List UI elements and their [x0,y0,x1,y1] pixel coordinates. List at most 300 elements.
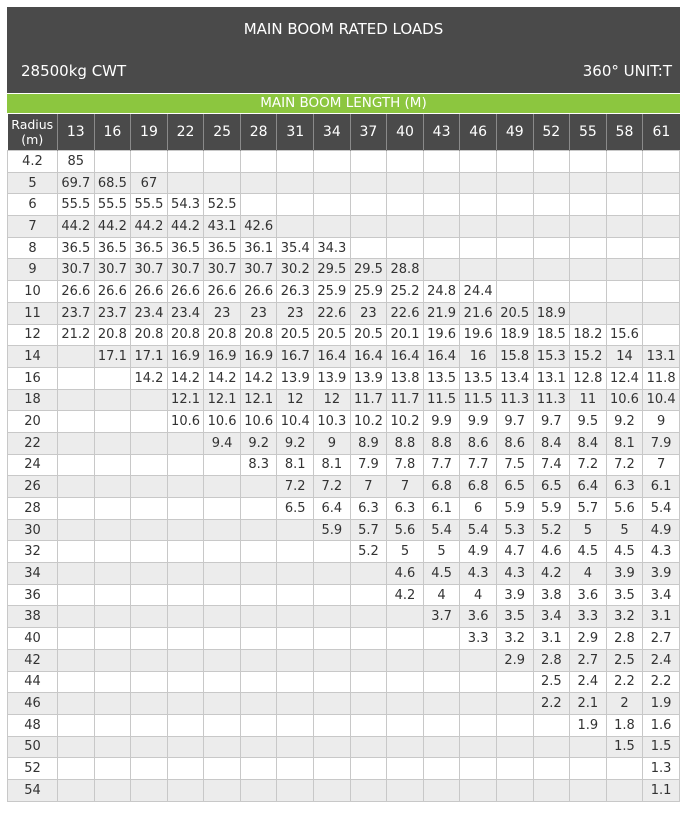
radius-cell: 8 [8,237,58,259]
load-cell: 20.8 [94,324,131,346]
table-row [8,151,680,173]
load-cell: 7.9 [643,432,680,454]
load-cell: 6 [460,498,497,520]
load-cell [643,324,680,346]
load-cell: 8.8 [387,432,424,454]
load-cell [131,584,168,606]
load-cell [204,584,241,606]
load-cell [460,671,497,693]
load-cell: 36.5 [167,237,204,259]
load-cell [387,216,424,238]
load-cell: 5.4 [643,498,680,520]
load-cell [277,649,314,671]
radius-cell: 42 [8,649,58,671]
load-cell: 3.9 [606,563,643,585]
load-cell [167,476,204,498]
radius-cell: 9 [8,259,58,281]
load-cell: 2.5 [606,649,643,671]
load-cell [240,714,277,736]
load-cell [94,367,131,389]
load-cell [131,693,168,715]
load-cell: 6.4 [570,476,607,498]
load-cell: 13.1 [643,346,680,368]
load-cell: 23 [240,302,277,324]
load-cell: 44.2 [58,216,95,238]
load-cell [460,172,497,194]
load-cell [606,151,643,173]
load-cell: 44.2 [94,216,131,238]
load-cell: 16.9 [167,346,204,368]
load-cell: 23.7 [58,302,95,324]
load-cell: 1.3 [643,758,680,780]
radius-cell: 44 [8,671,58,693]
load-cell [58,649,95,671]
load-cell: 22.6 [314,302,351,324]
load-cell: 3.6 [460,606,497,628]
load-cell [240,498,277,520]
load-cell: 7 [643,454,680,476]
load-cell [314,151,351,173]
boom-length-header: 52 [533,114,570,151]
load-cell [314,628,351,650]
load-cell: 5.9 [533,498,570,520]
load-cell [460,758,497,780]
load-cell [167,541,204,563]
load-cell [423,628,460,650]
load-cell [496,281,533,303]
boom-length-header: 13 [58,114,95,151]
load-cell: 23 [350,302,387,324]
load-cell: 20.5 [314,324,351,346]
load-cell [533,736,570,758]
radius-cell: 40 [8,628,58,650]
load-cell [570,302,607,324]
load-cell [204,541,241,563]
load-cell: 16.4 [423,346,460,368]
load-cell [58,671,95,693]
load-cell: 12.1 [167,389,204,411]
radius-cell: 22 [8,432,58,454]
boom-length-header: 19 [131,114,168,151]
load-cell: 17.1 [94,346,131,368]
load-cell [606,194,643,216]
load-cell [643,237,680,259]
load-cell [204,151,241,173]
load-cell: 4.7 [496,541,533,563]
load-cell: 12.8 [570,367,607,389]
radius-cell: 14 [8,346,58,368]
load-cell [643,216,680,238]
load-cell: 16.7 [277,346,314,368]
load-cell: 8.4 [533,432,570,454]
load-cell [131,432,168,454]
unit-label: 360° UNIT:T [582,62,672,80]
load-cell: 30.7 [240,259,277,281]
load-cell: 24.4 [460,281,497,303]
boom-length-header: 43 [423,114,460,151]
load-cell: 52.5 [204,194,241,216]
load-cell: 11.3 [533,389,570,411]
load-cell [131,541,168,563]
load-cell [423,194,460,216]
load-cell: 11.5 [423,389,460,411]
load-cell [204,671,241,693]
load-cell [496,259,533,281]
load-cell [94,432,131,454]
load-cell: 4.3 [460,563,497,585]
table-row [8,758,680,780]
load-cell: 1.1 [643,779,680,801]
load-cell: 3.2 [606,606,643,628]
load-cell [167,584,204,606]
load-cell: 13.1 [533,367,570,389]
load-cell: 30.7 [131,259,168,281]
load-cell: 35.4 [277,237,314,259]
load-cell [240,628,277,650]
load-cell [496,237,533,259]
load-cell [167,671,204,693]
load-cell [350,151,387,173]
load-cell: 2.9 [496,649,533,671]
load-cell: 2.5 [533,671,570,693]
load-cell: 44.2 [167,216,204,238]
load-cell: 7.2 [606,454,643,476]
load-cell: 20.5 [496,302,533,324]
load-cell [167,151,204,173]
load-cell [387,758,424,780]
load-cell [643,281,680,303]
load-cell [204,693,241,715]
load-cell: 21.9 [423,302,460,324]
load-cell [277,216,314,238]
load-cell [570,736,607,758]
load-cell [350,671,387,693]
load-cell [167,736,204,758]
load-cell: 3.4 [643,584,680,606]
load-cell: 36.5 [94,237,131,259]
load-cell [131,411,168,433]
load-cell [58,563,95,585]
load-cell [460,714,497,736]
load-cell: 4.3 [496,563,533,585]
load-cell: 3.8 [533,584,570,606]
load-cell [58,779,95,801]
load-cell: 4 [460,584,497,606]
load-cell: 14.2 [167,367,204,389]
load-cell: 4 [423,584,460,606]
load-cell: 8.3 [240,454,277,476]
load-cell [460,194,497,216]
load-cell: 4.3 [643,541,680,563]
load-cell [643,172,680,194]
load-cell [277,563,314,585]
load-cell [131,649,168,671]
load-cell: 26.6 [131,281,168,303]
load-cell [643,259,680,281]
load-cell [58,476,95,498]
load-cell [204,476,241,498]
load-cell: 6.8 [460,476,497,498]
load-cell [131,498,168,520]
load-cell [423,693,460,715]
load-cell: 24.8 [423,281,460,303]
load-cell [314,671,351,693]
load-cell [58,628,95,650]
load-cell [423,714,460,736]
load-cell [387,671,424,693]
load-cell: 16.9 [204,346,241,368]
load-cell: 13.8 [387,367,424,389]
load-cell [387,606,424,628]
load-cell: 5.2 [350,541,387,563]
load-cell: 1.8 [606,714,643,736]
load-cell: 11.7 [350,389,387,411]
load-cell: 13.9 [277,367,314,389]
load-cell [58,367,95,389]
load-cell [58,693,95,715]
load-cell: 12.1 [240,389,277,411]
load-cell: 13.5 [423,367,460,389]
load-cell: 7 [350,476,387,498]
load-cell: 20.1 [387,324,424,346]
load-cell [167,519,204,541]
load-cell: 7.2 [277,476,314,498]
load-cell: 9 [643,411,680,433]
load-cell [94,498,131,520]
load-cell [131,519,168,541]
load-cell: 13.9 [350,367,387,389]
load-cell: 2.2 [606,671,643,693]
load-cell [496,671,533,693]
load-cell [131,714,168,736]
load-cell: 11.3 [496,389,533,411]
load-cell: 11.7 [387,389,424,411]
load-cell: 18.5 [533,324,570,346]
radius-cell: 10 [8,281,58,303]
load-cell: 30.7 [167,259,204,281]
load-cell [204,563,241,585]
radius-cell: 30 [8,519,58,541]
load-cell [240,519,277,541]
boom-length-header: 40 [387,114,424,151]
load-cell [94,411,131,433]
load-cell [277,714,314,736]
load-cell [167,172,204,194]
load-cell: 5.4 [423,519,460,541]
load-cell [350,693,387,715]
load-cell: 5.7 [570,498,607,520]
load-cell: 8.1 [314,454,351,476]
boom-length-header: 22 [167,114,204,151]
load-cell: 22.6 [387,302,424,324]
load-cell [94,714,131,736]
load-cell [570,758,607,780]
load-cell [240,172,277,194]
boom-length-header: 28 [240,114,277,151]
load-cell: 7.7 [423,454,460,476]
load-cell [387,151,424,173]
load-cell: 21.2 [58,324,95,346]
load-cell [131,389,168,411]
load-cell: 9.7 [496,411,533,433]
table-row [8,346,680,368]
load-cell [167,779,204,801]
radius-cell: 5 [8,172,58,194]
load-cell [387,779,424,801]
load-cell [460,736,497,758]
radius-header: Radius (m) [8,114,58,151]
load-cell [533,151,570,173]
load-cell [533,194,570,216]
load-cell [277,519,314,541]
load-cell [350,237,387,259]
load-cell: 30.7 [58,259,95,281]
load-cell: 25.9 [314,281,351,303]
table-header-row [8,114,680,151]
load-cell [167,714,204,736]
load-cell [387,237,424,259]
load-cell: 15.8 [496,346,533,368]
load-cell [240,541,277,563]
table-row [8,367,680,389]
load-cell: 4.5 [606,541,643,563]
load-cell: 4.9 [460,541,497,563]
table-row [8,302,680,324]
load-cell [204,606,241,628]
load-cell: 55.5 [131,194,168,216]
load-cell: 10.2 [387,411,424,433]
load-cell [314,714,351,736]
load-cell [131,151,168,173]
load-cell: 8.9 [350,432,387,454]
load-cell [240,671,277,693]
radius-cell: 18 [8,389,58,411]
load-cell [94,519,131,541]
load-cell [58,736,95,758]
load-cell [314,563,351,585]
load-cell: 16.4 [387,346,424,368]
load-cell: 5 [423,541,460,563]
load-cell: 13.9 [314,367,351,389]
load-cell [94,779,131,801]
load-cell: 36.5 [58,237,95,259]
load-cell: 16.4 [350,346,387,368]
load-cell [423,259,460,281]
load-cell: 42.6 [240,216,277,238]
load-cell: 3.4 [533,606,570,628]
load-cell [204,714,241,736]
load-cell: 20.8 [131,324,168,346]
load-cell: 8.6 [460,432,497,454]
load-cell [58,714,95,736]
load-cell: 9.2 [277,432,314,454]
load-cell: 3.1 [643,606,680,628]
load-cell: 5.9 [314,519,351,541]
load-cell: 23.7 [94,302,131,324]
load-cell [350,736,387,758]
load-cell [460,259,497,281]
load-cell: 5.9 [496,498,533,520]
load-cell [496,194,533,216]
load-cell [277,172,314,194]
load-cell: 9.5 [570,411,607,433]
load-cell [314,779,351,801]
load-cell: 9.7 [533,411,570,433]
load-cell: 18.9 [533,302,570,324]
load-cell: 16.9 [240,346,277,368]
boom-length-header: 37 [350,114,387,151]
load-cell [94,671,131,693]
load-cell [240,476,277,498]
load-cell: 10.6 [204,411,241,433]
load-cell [496,736,533,758]
load-cell: 6.1 [423,498,460,520]
load-cell: 2.9 [570,628,607,650]
load-cell: 6.3 [387,498,424,520]
load-cell [277,779,314,801]
load-cell: 11.5 [460,389,497,411]
load-cell: 55.5 [94,194,131,216]
load-cell [350,606,387,628]
load-cell: 36.5 [131,237,168,259]
load-cell [314,606,351,628]
load-cell [460,237,497,259]
radius-cell: 48 [8,714,58,736]
load-cell: 14 [606,346,643,368]
table-row [8,237,680,259]
load-cell: 69.7 [58,172,95,194]
load-cell: 3.9 [643,563,680,585]
load-chart [7,7,680,802]
load-cell: 4.5 [423,563,460,585]
load-cell [277,758,314,780]
boom-length-header: 49 [496,114,533,151]
load-cell [606,281,643,303]
radius-cell: 11 [8,302,58,324]
load-cell [131,606,168,628]
load-cell [131,628,168,650]
load-cell: 5 [570,519,607,541]
load-cell: 28.8 [387,259,424,281]
load-cell: 2.2 [533,693,570,715]
load-cell: 20.8 [240,324,277,346]
load-cell: 2.7 [570,649,607,671]
counterweight-label: 28500kg CWT [21,62,127,80]
load-cell [167,758,204,780]
load-cell [643,194,680,216]
load-cell [533,779,570,801]
load-cell: 29.5 [350,259,387,281]
table-row [8,714,680,736]
load-cell [387,194,424,216]
load-cell [277,693,314,715]
table-row [8,519,680,541]
load-cell [131,563,168,585]
load-cell [350,779,387,801]
radius-cell: 4.2 [8,151,58,173]
table-row [8,563,680,585]
load-cell [94,693,131,715]
load-cell [350,216,387,238]
load-cell [204,649,241,671]
load-cell: 6.1 [643,476,680,498]
load-cell: 9.2 [240,432,277,454]
radius-cell: 7 [8,216,58,238]
load-cell [204,779,241,801]
load-cell: 30.7 [94,259,131,281]
load-cell: 7.9 [350,454,387,476]
load-cell [460,693,497,715]
